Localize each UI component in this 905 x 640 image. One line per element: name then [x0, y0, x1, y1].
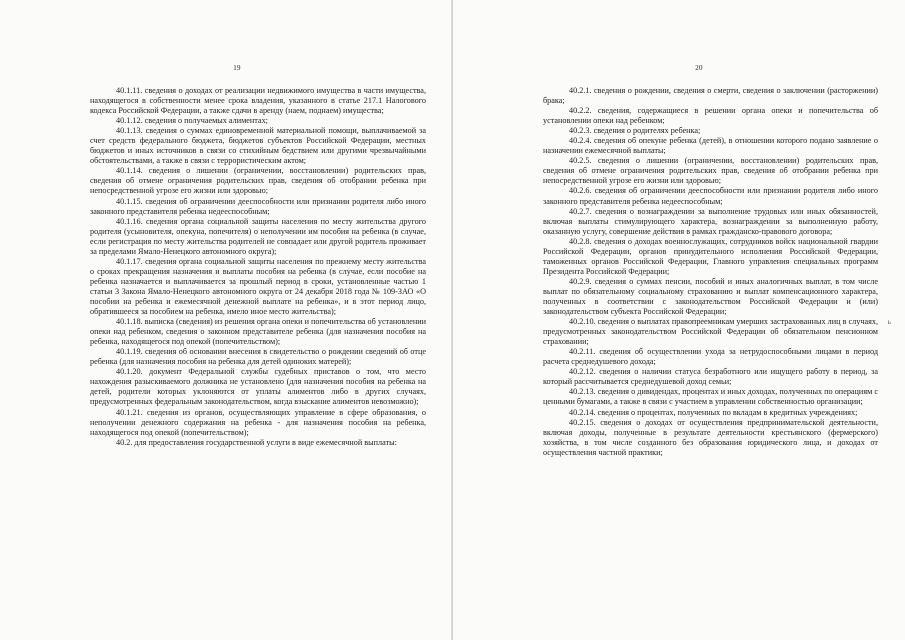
- paragraph-40-2-13: 40.2.13. сведения о дивидендах, процентах и иных доходах, полученных по операциям с ценными бумагами, а также в связи с участием в управлении собственностью организации;: [543, 387, 878, 407]
- page-number: 20: [695, 64, 703, 72]
- paragraph-40-2-6: 40.2.6. сведения об ограничении дееспособности или признании родителя либо иного законного представителя ребенка недееспособным;: [543, 186, 878, 206]
- paragraph-40-2: 40.2. для предоставления государственной услуги в виде ежемесячной выплаты:: [116, 437, 397, 447]
- paragraph-40-2-12: 40.2.12. сведения о наличии статуса безработного или ищущего работу в период, за который рассчитывается среднедушевой доход семьи;: [543, 367, 878, 387]
- paragraph-40-2-10: 40.2.10. сведения о выплатах правопреемникам умерших застрахованных лиц в случаях, предусмотренных законодательством Российской Федерации об обязательном пенсионном страховании;: [543, 317, 878, 347]
- paragraph-40-2-9: 40.2.9. сведения о суммах пенсии, пособий и иных аналогичных выплат, в том числе выплат по обязательному социальному страхованию и выплат компенсационного характера, полученных в соответствии с законодательством Российской Федерации и (или) законодательством субъекта Российской Федерации;: [543, 276, 878, 317]
- paragraph-40-2-14: 40.2.14. сведения о процентах, полученных по вкладам в кредитных учреждениях;: [569, 407, 858, 417]
- margin-mark: ь: [887, 318, 891, 326]
- paragraph-40-1-14: 40.1.14. сведения о лишении (ограничении, восстановлении) родительских прав, сведения об отмене ограничения родительских прав, сведения об отобрании ребенка при непосредственной угрозе его жизни или здоровью;: [90, 166, 426, 196]
- paragraph-40-2-7: 40.2.7. сведения о вознаграждении за выполнение трудовых или иных обязанностей, включая выплаты стимулирующего характера, вознаграждении за выполненную работу, оказанную услугу, совершение действия в рамках гражданско-правового договора;: [543, 206, 878, 236]
- right-page: [453, 0, 905, 640]
- paragraph-40-2-15: 40.2.15. сведения о доходах от осуществления предпринимательской деятельности, включая доходы, полученные в результате деятельности крестьянского (фермерского) хозяйства, в том числе созданного без образования юридического лица, и доходах от осуществления частной практики;: [543, 417, 878, 457]
- paragraph-40-2-3: 40.2.3. сведения о родителях ребенка;: [569, 126, 701, 136]
- paragraph-40-1-18: 40.1.18. выписка (сведения) из решения органа опеки и попечительства об установлении опеки над ребенком, сведения о законном представителе ребенка (для назначения пособия на ребенка, находящегося под опекой (попечительством);: [90, 317, 426, 347]
- page-text: [90, 86, 426, 448]
- paragraph-40-1-15: 40.1.15. сведения об ограничении дееспособности или признании родителя либо иного законного представителя ребенка недееспособным;: [90, 196, 426, 216]
- paragraph-40-1-13: 40.1.13. сведения о суммах единовременной материальной помощи, выплачиваемой за счет средств федерального бюджета, бюджетов субъектов Российской Федерации, местных бюджетов и иных источников в связи со стихийным бедствием или другими чрезвычайными обстоятельствами, а также в связи с террористическим актом;: [90, 126, 426, 166]
- paragraph-40-2-8: 40.2.8. сведения о доходах военнослужащих, сотрудников войск национальной гвардии Российской Федерации, органов принудительного исполнения Российской Федерации, таможенных органов Российской Федерации, Главного управления специальных программ Президента Российской Федерации;: [543, 236, 878, 276]
- paragraph-40-1-20: 40.1.20. документ Федеральной службы судебных приставов о том, что место нахождения разыскиваемого должника не установлено (для назначения пособия на ребенка на детей, родители которых уклоняются от уплаты алиментов либо в других случаях, предусмотренных федеральным законодательством, когда взыскание алиментов невозможно);: [90, 367, 426, 407]
- paragraph-40-2-11: 40.2.11. сведения об осуществлении ухода за нетрудоспособными лицами в период расчета среднедушевого дохода;: [543, 347, 878, 367]
- paragraph-40-1-19: 40.1.19. сведения об основании внесения в свидетельство о рождении сведений об отце ребенка (для назначения пособия на ребенка для детей одиноких матерей);: [90, 347, 426, 367]
- paragraph-40-1-12: 40.1.12. сведения о получаемых алиментах;: [116, 116, 268, 126]
- left-page: [0, 0, 452, 640]
- paragraph-40-1-11: 40.1.11. сведения о доходах от реализации недвижимого имущества в части имущества, находящегося в собственности менее срока владения, указанного в статье 217.1 Налогового кодекса Российской Федерации, а также сдачи в аренду (наем, поднаем) имущества;: [90, 86, 426, 116]
- paragraph-40-1-21: 40.1.21. сведения из органов, осуществляющих управление в сфере образования, о неполучении денежного содержания на ребенка - для назначения пособия на ребенка, находящегося под опекой (попечительством);: [90, 407, 426, 437]
- paragraph-40-2-5: 40.2.5. сведения о лишении (ограничении, восстановлении) родительских прав, сведения об отмене ограничения родительских прав, сведения об отобрании ребенка при непосредственной угрозе его жизни или здоровью;: [543, 156, 878, 186]
- page-text: [543, 86, 878, 458]
- page-number: 19: [233, 64, 241, 72]
- paragraph-40-2-2: 40.2.2. сведения, содержащиеся в решении органа опеки и попечительства об установлении опеки над ребенком;: [543, 106, 878, 126]
- paragraph-40-2-1: 40.2.1. сведения о рождении, сведения о смерти, сведения о заключении (расторжении) брака;: [543, 86, 878, 106]
- paragraph-40-1-16: 40.1.16. сведения органа социальной защиты населения по месту жительства другого родителя (усыновителя, опекуна, попечителя) о неполучении им пособия на ребенка (в случае, если регистрация по месту жительства родителей не совпадает или другой родитель проживает за пределами Ямало-Ненецкого автономного округа);: [90, 216, 426, 256]
- paragraph-40-2-4: 40.2.4. сведения об опекуне ребенка (детей), в отношении которого подано заявление о назначении ежемесячной выплаты;: [543, 136, 878, 156]
- paragraph-40-1-17: 40.1.17. сведения органа социальной защиты населения по прежнему месту жительства о сроках прекращения назначения и выплаты пособия на ребенка (в случае, если пособие на ребенка назначается и выплачивается за прошлый период в сроки, установленные частью 1 статьи 3 Закона Ямало-Ненецкого автономного округа от 24 декабря 2018 года № 109-ЗАО «О пособии на ребенка и ежемесячной денежной выплате на ребенка», и в этот период лицо, обратившееся за пособием на ребенка, имело иное место жительства);: [90, 256, 426, 317]
